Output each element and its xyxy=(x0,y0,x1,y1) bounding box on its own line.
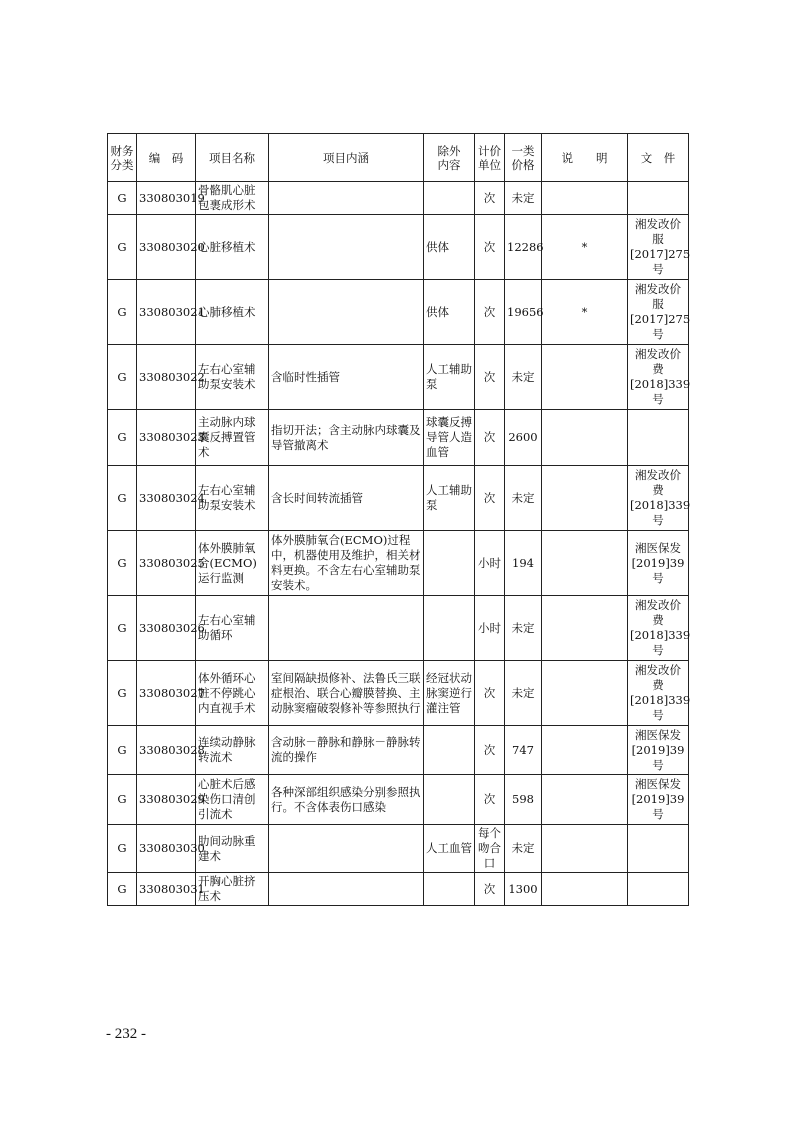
cell-category: G xyxy=(108,215,137,280)
cell-unit: 次 xyxy=(475,726,505,775)
cell-unit: 小时 xyxy=(475,596,505,661)
cell-name: 左右心室辅助泵安装术 xyxy=(196,345,269,410)
cell-code: 330803028 xyxy=(137,726,196,775)
price-table xyxy=(107,133,689,906)
cell-exclusion xyxy=(424,775,475,825)
cell-unit: 次 xyxy=(475,280,505,345)
cell-name: 左右心室辅助循环 xyxy=(196,596,269,661)
cell-document: 湘发改价费[2018]339号 xyxy=(628,661,689,726)
cell-price: 未定 xyxy=(505,345,542,410)
cell-content: 含动脉－静脉和静脉－静脉转流的操作 xyxy=(269,726,424,775)
cell-note xyxy=(542,345,628,410)
cell-note xyxy=(542,825,628,873)
cell-note: * xyxy=(542,215,628,280)
table-row xyxy=(108,726,689,775)
cell-category: G xyxy=(108,661,137,726)
cell-category: G xyxy=(108,345,137,410)
cell-category: G xyxy=(108,182,137,215)
cell-unit: 每个吻合口 xyxy=(475,825,505,873)
cell-name: 体外膜肺氧合(ECMO)运行监测 xyxy=(196,531,269,596)
cell-code: 330803030 xyxy=(137,825,196,873)
cell-content xyxy=(269,825,424,873)
cell-document: 湘发改价服[2017]275号 xyxy=(628,280,689,345)
cell-document: 湘医保发[2019]39号 xyxy=(628,775,689,825)
cell-name: 骨骼肌心脏包裹成形术 xyxy=(196,182,269,215)
header-note: 说 明 xyxy=(542,134,628,182)
cell-price: 未定 xyxy=(505,596,542,661)
header-unit: 计价 单位 xyxy=(475,134,505,182)
cell-price: 19656 xyxy=(505,280,542,345)
cell-name: 心肺移植术 xyxy=(196,280,269,345)
cell-note xyxy=(542,596,628,661)
cell-category: G xyxy=(108,410,137,466)
cell-price: 1300 xyxy=(505,873,542,906)
cell-code: 330803026 xyxy=(137,596,196,661)
header-price: 一类 价格 xyxy=(505,134,542,182)
cell-category: G xyxy=(108,596,137,661)
cell-unit: 次 xyxy=(475,410,505,466)
table-row xyxy=(108,825,689,873)
cell-price: 未定 xyxy=(505,466,542,531)
cell-code: 330803023 xyxy=(137,410,196,466)
cell-exclusion xyxy=(424,531,475,596)
cell-code: 330803029 xyxy=(137,775,196,825)
cell-content: 体外膜肺氧合(ECMO)过程中，机器使用及维护，相关材料更换。不含左右心室辅助泵安装术。 xyxy=(269,531,424,596)
cell-code: 330803021 xyxy=(137,280,196,345)
cell-code: 330803020 xyxy=(137,215,196,280)
table-row xyxy=(108,775,689,825)
header-content: 项目内涵 xyxy=(269,134,424,182)
cell-document xyxy=(628,410,689,466)
cell-content: 含长时间转流插管 xyxy=(269,466,424,531)
cell-note xyxy=(542,531,628,596)
table-row xyxy=(108,661,689,726)
header-category: 财务 分类 xyxy=(108,134,137,182)
table-row xyxy=(108,280,689,345)
cell-note xyxy=(542,775,628,825)
cell-exclusion: 球囊反搏导管人造血管 xyxy=(424,410,475,466)
cell-document xyxy=(628,873,689,906)
page-number: - 232 - xyxy=(106,1026,146,1042)
table-row xyxy=(108,531,689,596)
cell-unit: 次 xyxy=(475,775,505,825)
cell-unit: 次 xyxy=(475,182,505,215)
cell-document: 湘发改价费[2018]339号 xyxy=(628,596,689,661)
table-row xyxy=(108,410,689,466)
cell-note xyxy=(542,182,628,215)
cell-unit: 小时 xyxy=(475,531,505,596)
header-name: 项目名称 xyxy=(196,134,269,182)
cell-price: 747 xyxy=(505,726,542,775)
cell-document: 湘发改价费[2018]339号 xyxy=(628,345,689,410)
cell-price: 194 xyxy=(505,531,542,596)
cell-category: G xyxy=(108,775,137,825)
cell-name: 左右心室辅助泵安装术 xyxy=(196,466,269,531)
cell-content xyxy=(269,596,424,661)
cell-code: 330803024 xyxy=(137,466,196,531)
cell-price: 未定 xyxy=(505,182,542,215)
cell-category: G xyxy=(108,873,137,906)
table-row xyxy=(108,466,689,531)
cell-price: 未定 xyxy=(505,825,542,873)
cell-exclusion: 经冠状动脉窦逆行灌注管 xyxy=(424,661,475,726)
cell-category: G xyxy=(108,531,137,596)
cell-document: 湘发改价服[2017]275号 xyxy=(628,215,689,280)
cell-name: 心脏移植术 xyxy=(196,215,269,280)
cell-category: G xyxy=(108,466,137,531)
cell-name: 体外循环心脏不停跳心内直视手术 xyxy=(196,661,269,726)
cell-unit: 次 xyxy=(475,661,505,726)
cell-content xyxy=(269,873,424,906)
cell-content: 室间隔缺损修补、法鲁氏三联症根治、联合心瓣膜替换、主动脉窦瘤破裂修补等参照执行 xyxy=(269,661,424,726)
header-code: 编 码 xyxy=(137,134,196,182)
cell-unit: 次 xyxy=(475,215,505,280)
cell-content xyxy=(269,280,424,345)
cell-exclusion xyxy=(424,726,475,775)
cell-price: 2600 xyxy=(505,410,542,466)
cell-content: 含临时性插管 xyxy=(269,345,424,410)
cell-content xyxy=(269,182,424,215)
header-document: 文 件 xyxy=(628,134,689,182)
cell-exclusion xyxy=(424,596,475,661)
table-row xyxy=(108,215,689,280)
cell-category: G xyxy=(108,726,137,775)
cell-exclusion xyxy=(424,873,475,906)
table-row xyxy=(108,182,689,215)
cell-code: 330803022 xyxy=(137,345,196,410)
cell-price: 12286 xyxy=(505,215,542,280)
cell-content: 指切开法；含主动脉内球囊及导管撤离术 xyxy=(269,410,424,466)
cell-code: 330803025 xyxy=(137,531,196,596)
table-row xyxy=(108,345,689,410)
cell-note xyxy=(542,410,628,466)
cell-exclusion xyxy=(424,182,475,215)
cell-document: 湘医保发[2019]39号 xyxy=(628,726,689,775)
header-row xyxy=(108,134,689,182)
cell-note xyxy=(542,466,628,531)
cell-unit: 次 xyxy=(475,466,505,531)
cell-unit: 次 xyxy=(475,873,505,906)
cell-exclusion: 供体 xyxy=(424,280,475,345)
cell-price: 598 xyxy=(505,775,542,825)
cell-exclusion: 供体 xyxy=(424,215,475,280)
cell-document xyxy=(628,182,689,215)
cell-content xyxy=(269,215,424,280)
cell-name: 连续动静脉转流术 xyxy=(196,726,269,775)
cell-code: 330803019 xyxy=(137,182,196,215)
cell-exclusion: 人工辅助泵 xyxy=(424,466,475,531)
cell-unit: 次 xyxy=(475,345,505,410)
header-exclusion: 除外 内容 xyxy=(424,134,475,182)
cell-exclusion: 人工血管 xyxy=(424,825,475,873)
cell-name: 心脏术后感染伤口清创引流术 xyxy=(196,775,269,825)
cell-content: 各种深部组织感染分别参照执行。不含体表伤口感染 xyxy=(269,775,424,825)
cell-name: 开胸心脏挤压术 xyxy=(196,873,269,906)
table-row xyxy=(108,873,689,906)
cell-note: * xyxy=(542,280,628,345)
cell-document xyxy=(628,825,689,873)
cell-name: 肋间动脉重建术 xyxy=(196,825,269,873)
cell-category: G xyxy=(108,825,137,873)
cell-exclusion: 人工辅助泵 xyxy=(424,345,475,410)
cell-note xyxy=(542,726,628,775)
cell-document: 湘医保发[2019]39号 xyxy=(628,531,689,596)
cell-name: 主动脉内球囊反搏置管术 xyxy=(196,410,269,466)
cell-code: 330803027 xyxy=(137,661,196,726)
cell-code: 330803031 xyxy=(137,873,196,906)
cell-document: 湘发改价费[2018]339号 xyxy=(628,466,689,531)
cell-note xyxy=(542,661,628,726)
cell-note xyxy=(542,873,628,906)
table-row xyxy=(108,596,689,661)
cell-category: G xyxy=(108,280,137,345)
cell-price: 未定 xyxy=(505,661,542,726)
